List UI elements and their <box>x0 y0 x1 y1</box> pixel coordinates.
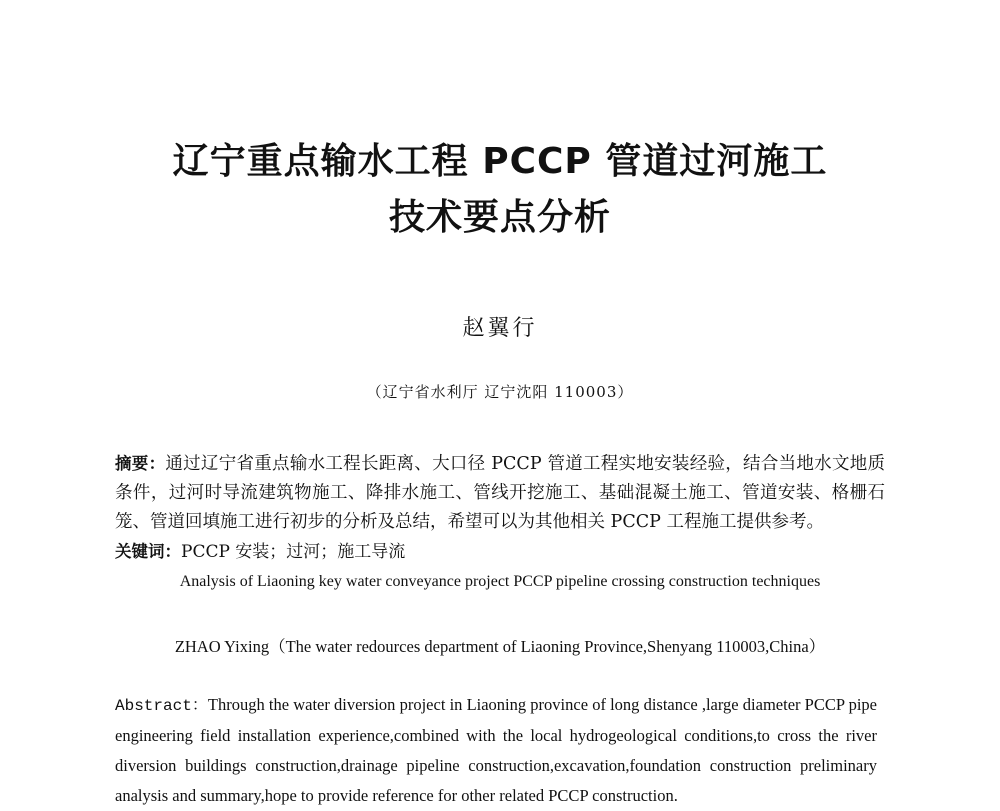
abstract-chinese <box>115 449 885 537</box>
author-affiliation: （辽宁省水利厅 辽宁沈阳 110003） <box>366 383 634 401</box>
abstract-english <box>115 690 877 811</box>
title-line-2: 技术要点分析 <box>388 197 611 238</box>
keywords-label: 关键词： <box>115 542 181 561</box>
keywords-text: PCCP 安装；过河；施工导流 <box>181 542 406 562</box>
keywords <box>115 540 885 564</box>
abstract-cn-text: 通过辽宁省重点输水工程长距离、大口径 PCCP 管道工程实地安装经验，结合当地水文地质条件，过河时导流建筑物施工、降排水施工、管线开挖施工、基础混凝土施工、管道安装、格栅石笼、管道回填施工进行初步的分析及总结，希望可以为其他相关 PCCP 工程施工提供参考。 <box>115 454 886 532</box>
abstract-en-label: Abstract： <box>115 697 208 715</box>
abstract-en-text: Through the water diversion project in Liaoning province of long distance ,large diameter PCCP pipe engineering field installation experience,combined with the local hydrogeological conditions,to cross the river diversion buildings construction,drainage pipeline construction,excavation,foundation construction preliminary analysis and summary,hope to provide reference for other related PCCP construction. <box>115 695 877 805</box>
abstract-cn-label: 摘要： <box>115 454 166 473</box>
english-author: ZHAO Yixing（The water redources department of Liaoning Province,Shenyang 110003,China） <box>174 637 826 656</box>
author-name: 赵翼行 <box>462 316 538 341</box>
english-title: Analysis of Liaoning key water conveyance project PCCP pipeline crossing construction techniques <box>179 573 821 590</box>
title-line-1: 辽宁重点输水工程 PCCP 管道过河施工 <box>172 141 828 182</box>
